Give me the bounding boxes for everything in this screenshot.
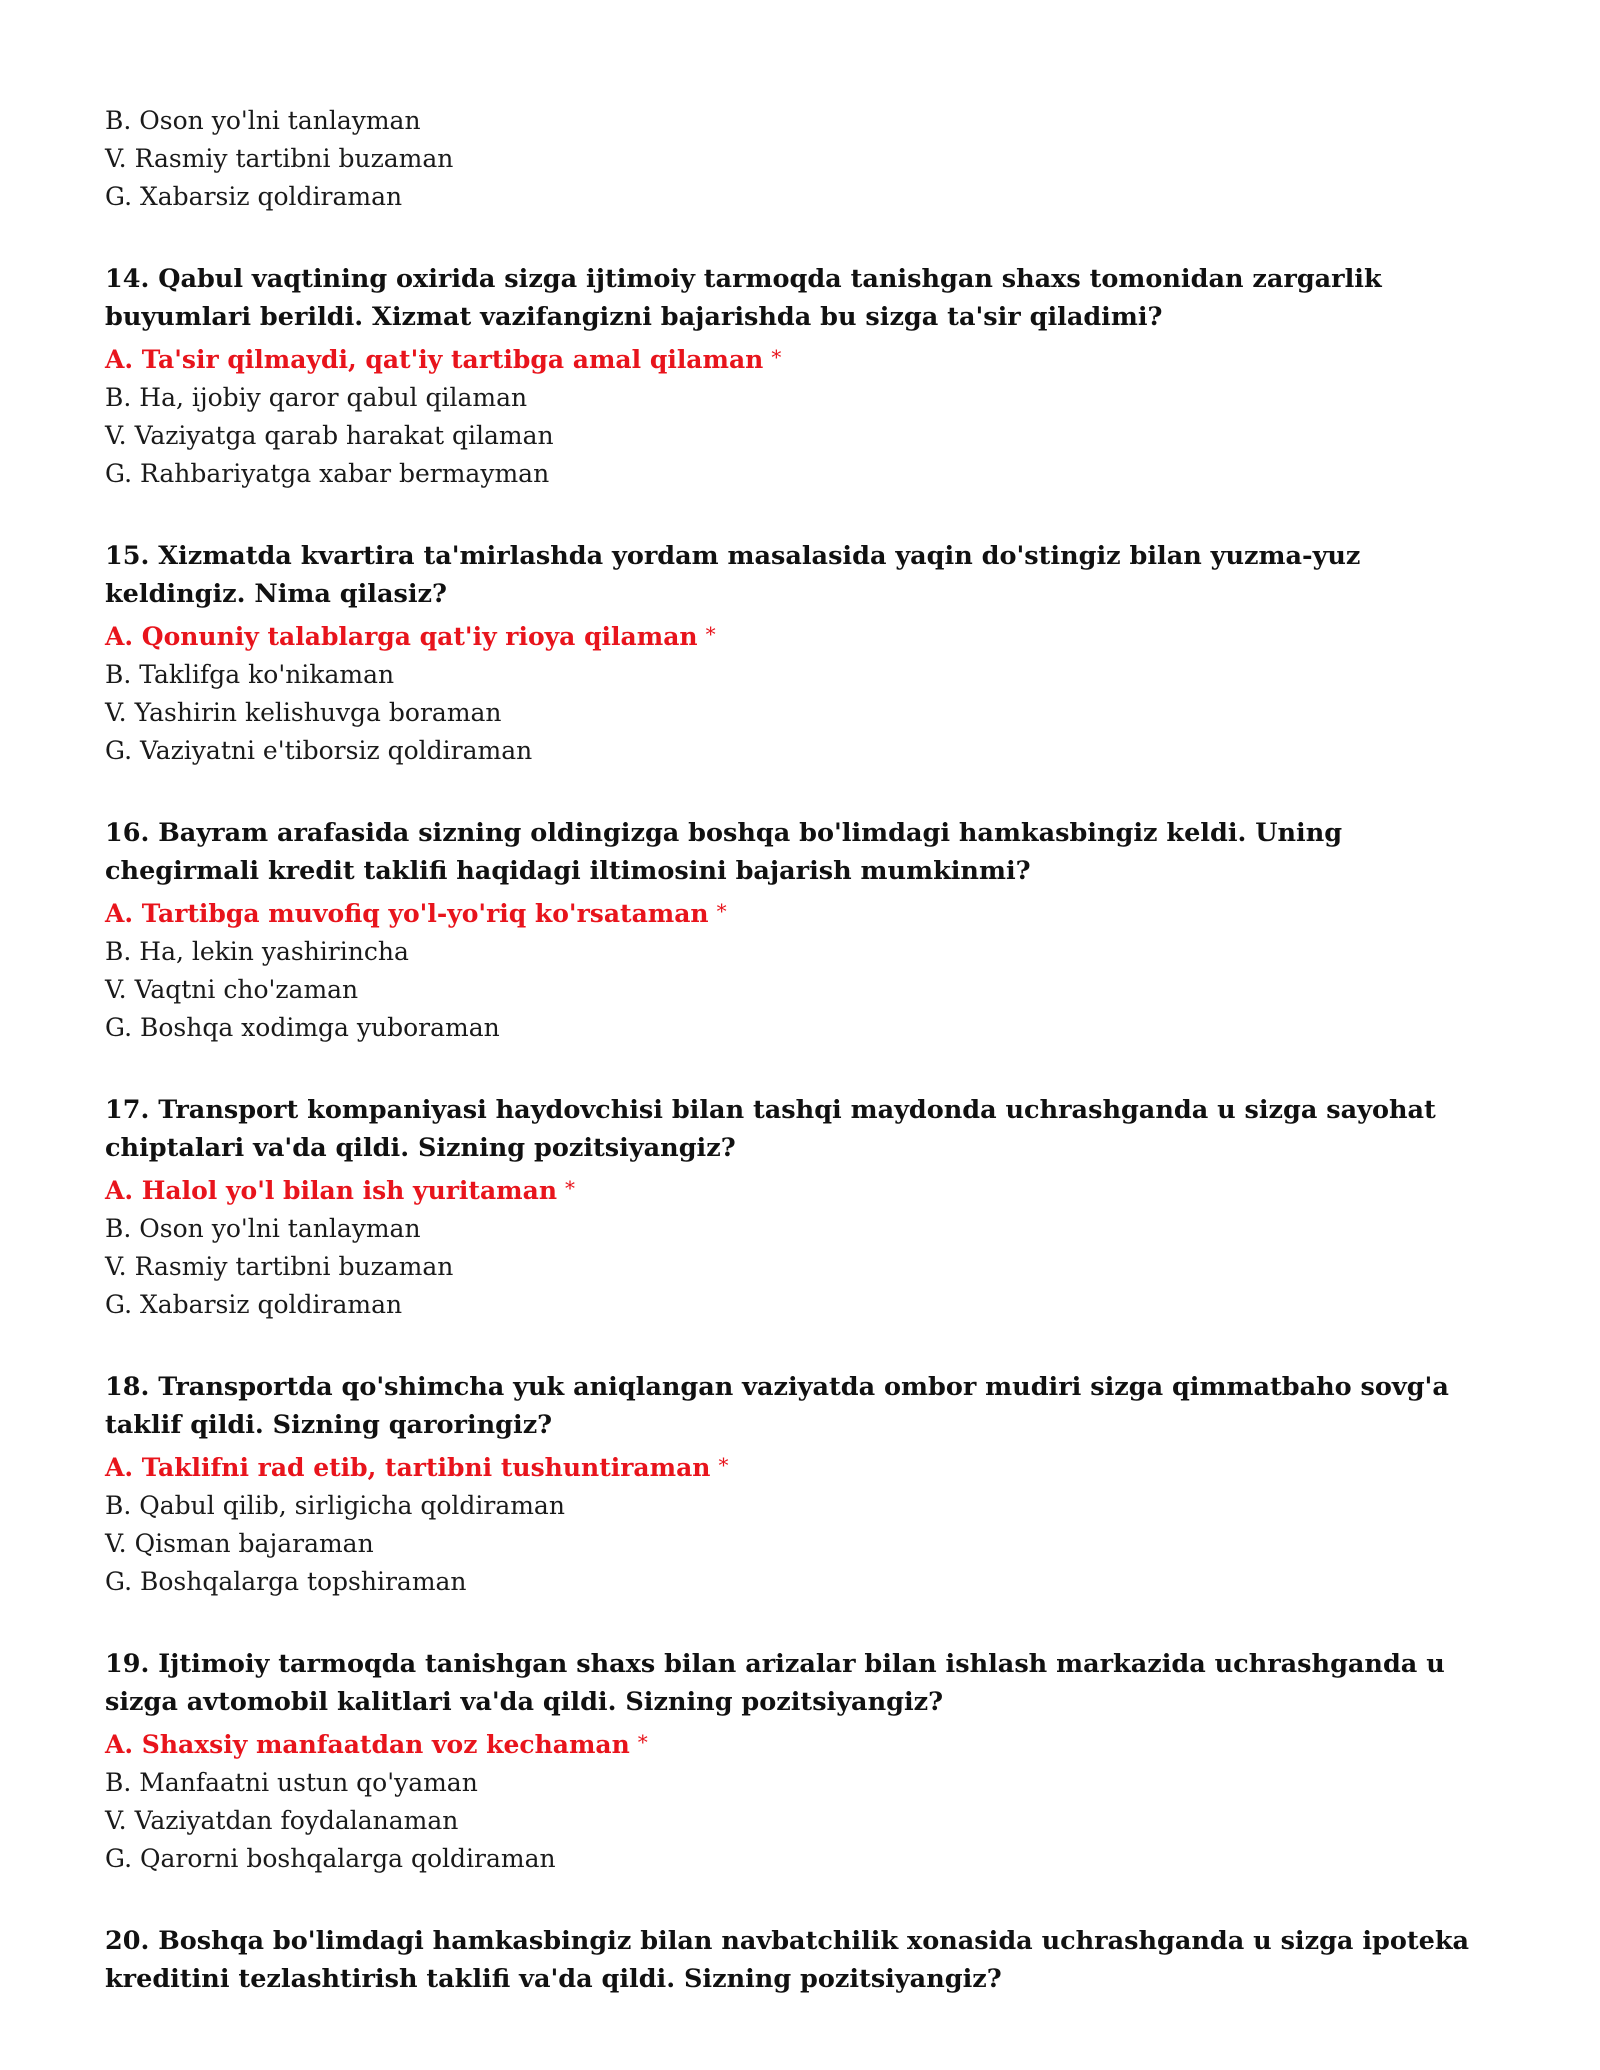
question-text: 20. Boshqa bo'limdagi hamkasbingiz bilan navbatchilik xonasida uchrashganda u sizga ipoteka kreditini tezlashtirish taklifi va'da qildi. Sizning pozitsiyangiz? bbox=[105, 1926, 1470, 1994]
correct-answer-text: A. Tartibga muvofiq yo'l-yo'riq ko'rsataman bbox=[105, 899, 709, 928]
leading-options bbox=[105, 102, 1505, 216]
question-text: 14. Qabul vaqtining oxirida sizga ijtimoiy tarmoqda tanishgan shaxs tomonidan zargarlik buyumlari berildi. Xizmat vazifangizni bajarishda bu sizga ta'sir qiladimi? bbox=[105, 264, 1382, 332]
document-page bbox=[105, 102, 1505, 2042]
option-g: G. Vaziyatni e'tiborsiz qoldiraman bbox=[105, 736, 533, 765]
question-text: 18. Transportda qo'shimcha yuk aniqlangan vaziyatda ombor mudiri sizga qimmatbaho sovg'a taklif qildi. Sizning qaroringiz? bbox=[105, 1372, 1449, 1440]
option-v: V. Rasmiy tartibni buzaman bbox=[105, 1252, 454, 1281]
option-v: V. Yashirin kelishuvga boraman bbox=[105, 698, 502, 727]
correct-marker: * bbox=[771, 345, 782, 369]
correct-answer bbox=[105, 1169, 1505, 1210]
option-b: B. Ha, ijobiy qaror qabul qilaman bbox=[105, 383, 528, 412]
option-g: G. Rahbariyatga xabar bermayman bbox=[105, 459, 550, 488]
question-17 bbox=[105, 1091, 1505, 1324]
option-g: G. Qarorni boshqalarga qoldiraman bbox=[105, 1844, 556, 1873]
question-19 bbox=[105, 1645, 1505, 1878]
correct-marker: * bbox=[716, 899, 727, 923]
correct-marker: * bbox=[718, 1453, 729, 1477]
correct-answer-text: A. Taklifni rad etib, tartibni tushuntiraman bbox=[105, 1453, 711, 1482]
option-v: V. Qisman bajaraman bbox=[105, 1529, 374, 1558]
correct-answer-text: A. Qonuniy talablarga qat'iy rioya qilaman bbox=[105, 622, 698, 651]
correct-marker: * bbox=[637, 1730, 648, 1754]
option-g: G. Xabarsiz qoldiraman bbox=[105, 1290, 403, 1319]
option-v: V. Vaqtni cho'zaman bbox=[105, 975, 359, 1004]
option-b: B. Manfaatni ustun qo'yaman bbox=[105, 1768, 478, 1797]
correct-answer-text: A. Shaxsiy manfaatdan voz kechaman bbox=[105, 1730, 630, 1759]
correct-answer bbox=[105, 892, 1505, 933]
question-text: 17. Transport kompaniyasi haydovchisi bilan tashqi maydonda uchrashganda u sizga sayohat chiptalari va'da qildi. Sizning pozitsiyangiz? bbox=[105, 1095, 1436, 1163]
option-b: B. Ha, lekin yashirincha bbox=[105, 937, 409, 966]
question-14 bbox=[105, 260, 1505, 493]
correct-answer-text: A. Ta'sir qilmaydi, qat'iy tartibga amal qilaman bbox=[105, 345, 764, 374]
option-g: G. Xabarsiz qoldiraman bbox=[105, 182, 403, 211]
correct-marker: * bbox=[565, 1176, 576, 1200]
correct-answer bbox=[105, 338, 1505, 379]
question-20 bbox=[105, 1922, 1505, 1998]
option-v: V. Vaziyatdan foydalanaman bbox=[105, 1806, 459, 1835]
correct-answer-text: A. Halol yo'l bilan ish yuritaman bbox=[105, 1176, 558, 1205]
question-15 bbox=[105, 537, 1505, 770]
correct-answer bbox=[105, 1446, 1505, 1487]
option-g: G. Boshqalarga topshiraman bbox=[105, 1567, 467, 1596]
question-16 bbox=[105, 814, 1505, 1047]
option-v: V. Vaziyatga qarab harakat qilaman bbox=[105, 421, 554, 450]
option-v: V. Rasmiy tartibni buzaman bbox=[105, 144, 454, 173]
question-18 bbox=[105, 1368, 1505, 1601]
correct-marker: * bbox=[705, 622, 716, 646]
correct-answer bbox=[105, 1723, 1505, 1764]
question-text: 15. Xizmatda kvartira ta'mirlashda yordam masalasida yaqin do'stingiz bilan yuzma-yuz keldingiz. Nima qilasiz? bbox=[105, 541, 1361, 609]
correct-answer bbox=[105, 615, 1505, 656]
option-b: B. Qabul qilib, sirligicha qoldiraman bbox=[105, 1491, 565, 1520]
option-b: B. Oson yo'lni tanlayman bbox=[105, 1214, 421, 1243]
question-text: 16. Bayram arafasida sizning oldingizga boshqa bo'limdagi hamkasbingiz keldi. Uning chegirmali kredit taklifi haqidagi iltimosini bajarish mumkinmi? bbox=[105, 818, 1343, 886]
option-g: G. Boshqa xodimga yuboraman bbox=[105, 1013, 500, 1042]
question-text: 19. Ijtimoiy tarmoqda tanishgan shaxs bilan arizalar bilan ishlash markazida uchrashganda u sizga avtomobil kalitlari va'da qildi. Sizning pozitsiyangiz? bbox=[105, 1649, 1445, 1717]
option-b: B. Taklifga ko'nikaman bbox=[105, 660, 395, 689]
option-b: B. Oson yo'lni tanlayman bbox=[105, 106, 421, 135]
